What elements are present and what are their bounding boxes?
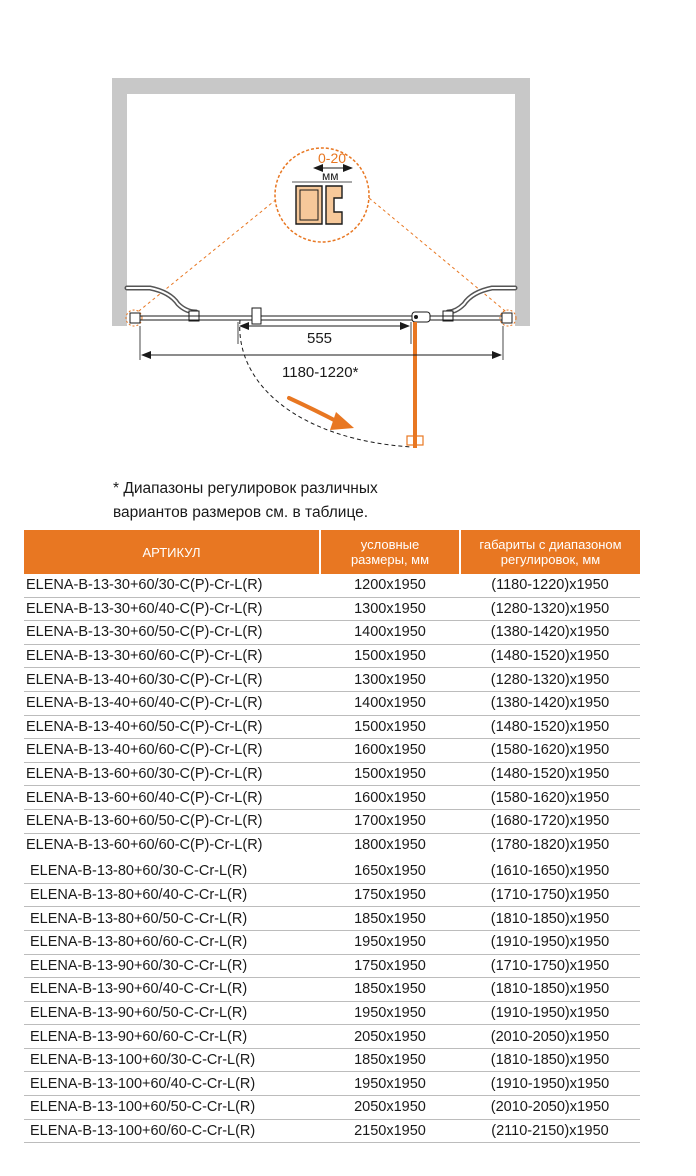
dimensions-cell: (1480-1520)x1950 xyxy=(460,715,640,739)
article-cell: ELENA-B-13-100+60/40-C-Cr-L(R) xyxy=(24,1072,320,1096)
rotation-arrow-icon xyxy=(289,398,354,430)
table-row xyxy=(24,833,640,858)
dimensions-cell: (1680-1720)x1950 xyxy=(460,809,640,833)
dimensions-cell: (1380-1420)x1950 xyxy=(460,691,640,715)
size-cell: 1300x1950 xyxy=(320,668,460,692)
size-cell: 1800x1950 xyxy=(320,833,460,858)
size-cell: 1950x1950 xyxy=(320,1072,460,1096)
article-cell: ELENA-B-13-80+60/30-C-Cr-L(R) xyxy=(24,858,320,883)
article-cell: ELENA-B-13-60+60/50-C(P)-Cr-L(R) xyxy=(24,809,320,833)
table-row xyxy=(24,786,640,810)
dimensions-cell: (1380-1420)x1950 xyxy=(460,621,640,645)
size-cell: 1700x1950 xyxy=(320,809,460,833)
dimensions-cell: (1580-1620)x1950 xyxy=(460,786,640,810)
header-size-line-2: размеры, мм xyxy=(350,552,430,567)
table-row xyxy=(24,1025,640,1049)
article-cell: ELENA-B-13-60+60/60-C(P)-Cr-L(R) xyxy=(24,833,320,858)
dimensions-cell: (1810-1850)x1950 xyxy=(460,1048,640,1072)
article-cell: ELENA-B-13-60+60/30-C(P)-Cr-L(R) xyxy=(24,762,320,786)
article-cell: ELENA-B-13-40+60/60-C(P)-Cr-L(R) xyxy=(24,739,320,763)
open-door-panel xyxy=(407,322,423,448)
dimensions-cell: (1910-1950)x1950 xyxy=(460,1001,640,1025)
table-row xyxy=(24,954,640,978)
article-cell: ELENA-B-13-80+60/60-C-Cr-L(R) xyxy=(24,930,320,954)
header-dimensions-line-2: регулировок, мм xyxy=(500,552,601,567)
size-cell: 1500x1950 xyxy=(320,644,460,668)
table-row xyxy=(24,715,640,739)
size-cell: 1200x1950 xyxy=(320,574,460,597)
spec-table xyxy=(24,530,640,1143)
size-cell: 1650x1950 xyxy=(320,858,460,883)
article-cell: ELENA-B-13-100+60/50-C-Cr-L(R) xyxy=(24,1096,320,1120)
size-cell: 1850x1950 xyxy=(320,978,460,1002)
zoom-unit: мм xyxy=(322,169,339,183)
size-cell: 1400x1950 xyxy=(320,621,460,645)
table-row xyxy=(24,691,640,715)
dimensions-cell: (2010-2050)x1950 xyxy=(460,1096,640,1120)
size-cell: 1500x1950 xyxy=(320,762,460,786)
zoom-dimension: 0-20 xyxy=(318,150,347,166)
table-row xyxy=(24,1119,640,1143)
article-cell: ELENA-B-13-30+60/50-C(P)-Cr-L(R) xyxy=(24,621,320,645)
size-cell: 1500x1950 xyxy=(320,715,460,739)
dimensions-cell: (1710-1750)x1950 xyxy=(460,954,640,978)
table-row xyxy=(24,1096,640,1120)
table-row xyxy=(24,930,640,954)
table-row xyxy=(24,739,640,763)
table-row xyxy=(24,883,640,907)
article-cell: ELENA-B-13-90+60/50-C-Cr-L(R) xyxy=(24,1001,320,1025)
article-cell: ELENA-B-13-40+60/30-C(P)-Cr-L(R) xyxy=(24,668,320,692)
dimensions-cell: (1280-1320)x1950 xyxy=(460,597,640,621)
dimensions-cell: (1910-1950)x1950 xyxy=(460,930,640,954)
dimensions-cell: (2010-2050)x1950 xyxy=(460,1025,640,1049)
dimensions-cell: (1810-1850)x1950 xyxy=(460,978,640,1002)
table-row xyxy=(24,978,640,1002)
header-dimensions xyxy=(460,530,640,574)
size-cell: 2050x1950 xyxy=(320,1025,460,1049)
article-cell: ELENA-B-13-100+60/30-C-Cr-L(R) xyxy=(24,1048,320,1072)
size-cell: 2050x1950 xyxy=(320,1096,460,1120)
size-cell: 1600x1950 xyxy=(320,786,460,810)
table-row xyxy=(24,597,640,621)
door-width-dimension xyxy=(238,322,411,347)
header-size xyxy=(320,530,460,574)
article-cell: ELENA-B-13-80+60/40-C-Cr-L(R) xyxy=(24,883,320,907)
dimensions-cell: (1710-1750)x1950 xyxy=(460,883,640,907)
table-row xyxy=(24,1048,640,1072)
table-row xyxy=(24,621,640,645)
adjustment-note xyxy=(113,477,633,525)
size-cell: 2150x1950 xyxy=(320,1119,460,1143)
size-cell: 1850x1950 xyxy=(320,907,460,931)
header-size-line-1: условные xyxy=(360,537,420,552)
article-cell: ELENA-B-13-40+60/50-C(P)-Cr-L(R) xyxy=(24,715,320,739)
table-row xyxy=(24,574,640,597)
dimensions-cell: (1480-1520)x1950 xyxy=(460,762,640,786)
dimensions-cell: (1810-1850)x1950 xyxy=(460,907,640,931)
overall-width-value: 1180-1220* xyxy=(282,364,359,381)
article-cell: ELENA-B-13-90+60/30-C-Cr-L(R) xyxy=(24,954,320,978)
wall-profile-zoom xyxy=(134,148,510,315)
table-row xyxy=(24,858,640,883)
dimensions-cell: (1480-1520)x1950 xyxy=(460,644,640,668)
size-cell: 1400x1950 xyxy=(320,691,460,715)
dimensions-cell: (1610-1650)x1950 xyxy=(460,858,640,883)
table-row xyxy=(24,1072,640,1096)
article-cell: ELENA-B-13-30+60/30-C(P)-Cr-L(R) xyxy=(24,574,320,597)
article-cell: ELENA-B-13-100+60/60-C-Cr-L(R) xyxy=(24,1119,320,1143)
size-cell: 1750x1950 xyxy=(320,883,460,907)
table-header-row xyxy=(24,530,640,574)
installation-diagram xyxy=(0,0,696,470)
size-cell: 1300x1950 xyxy=(320,597,460,621)
size-cell: 1750x1950 xyxy=(320,954,460,978)
size-cell: 1850x1950 xyxy=(320,1048,460,1072)
dimensions-cell: (1580-1620)x1950 xyxy=(460,739,640,763)
note-line-2: вариантов размеров см. в таблице. xyxy=(113,504,369,521)
table-row xyxy=(24,809,640,833)
article-cell: ELENA-B-13-30+60/60-C(P)-Cr-L(R) xyxy=(24,644,320,668)
size-cell: 1950x1950 xyxy=(320,1001,460,1025)
table-row xyxy=(24,762,640,786)
article-cell: ELENA-B-13-80+60/50-C-Cr-L(R) xyxy=(24,907,320,931)
article-cell: ELENA-B-13-30+60/40-C(P)-Cr-L(R) xyxy=(24,597,320,621)
size-cell: 1600x1950 xyxy=(320,739,460,763)
dimensions-cell: (1180-1220)x1950 xyxy=(460,574,640,597)
table-row xyxy=(24,1001,640,1025)
article-cell: ELENA-B-13-90+60/60-C-Cr-L(R) xyxy=(24,1025,320,1049)
article-cell: ELENA-B-13-90+60/40-C-Cr-L(R) xyxy=(24,978,320,1002)
header-article: АРТИКУЛ xyxy=(24,530,320,574)
article-cell: ELENA-B-13-40+60/40-C(P)-Cr-L(R) xyxy=(24,691,320,715)
door-width-value: 555 xyxy=(307,330,333,347)
dimensions-cell: (1280-1320)x1950 xyxy=(460,668,640,692)
size-cell: 1950x1950 xyxy=(320,930,460,954)
header-dimensions-line-1: габариты с диапазоном xyxy=(479,537,622,552)
dimensions-cell: (1910-1950)x1950 xyxy=(460,1072,640,1096)
article-cell: ELENA-B-13-60+60/40-C(P)-Cr-L(R) xyxy=(24,786,320,810)
table-row xyxy=(24,907,640,931)
table-row xyxy=(24,668,640,692)
note-line-1: * Диапазоны регулировок различных xyxy=(113,480,378,497)
dimensions-cell: (2110-2150)x1950 xyxy=(460,1119,640,1143)
table-row xyxy=(24,644,640,668)
dimensions-cell: (1780-1820)x1950 xyxy=(460,833,640,858)
